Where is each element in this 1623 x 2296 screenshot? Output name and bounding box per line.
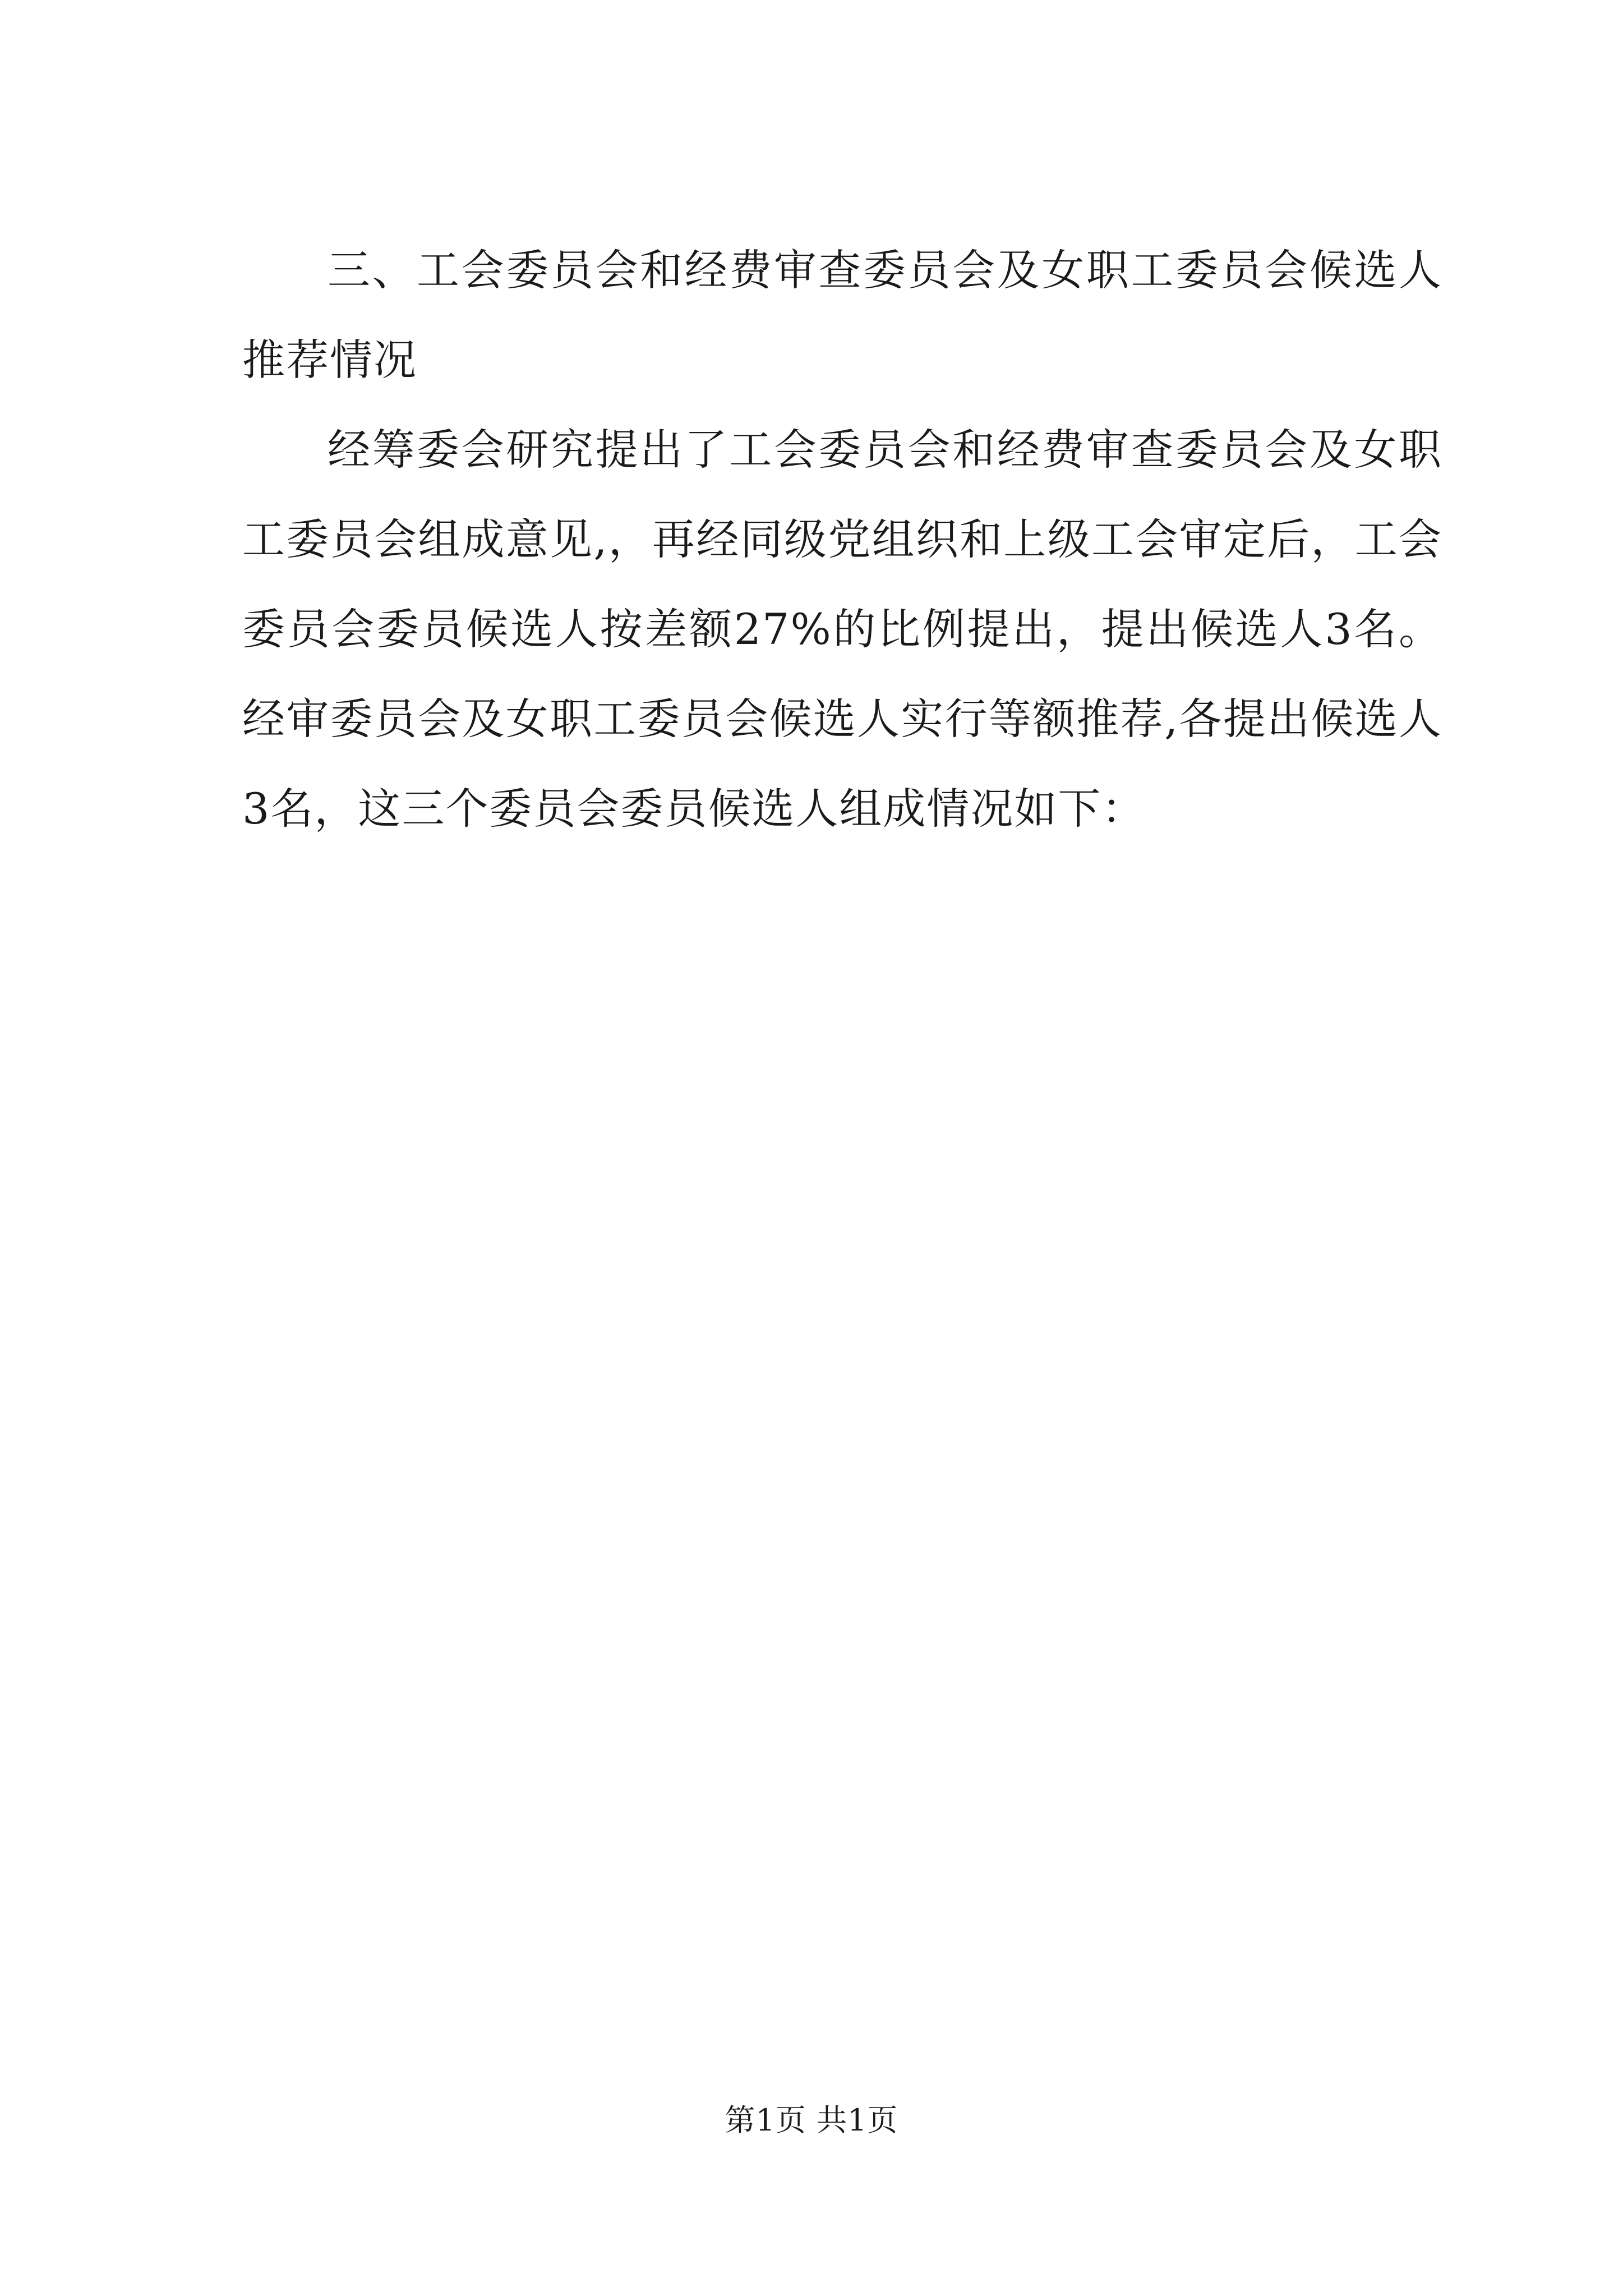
body-paragraph: 经筹委会研究提出了工会委员会和经费审查委员会及女职工委员会组成意见,，再经同级党组织和上级工会审定后，工会委员会委员候选人按差额27%的比例提出，提出候选人3名。经审委员会及女职工委员会候选人实行等额推荐,各提出候选人3名，这三个委员会委员候选人组成情况如下： (242, 425, 1442, 834)
section-heading: 三、工会委员会和经费审查委员会及女职工委员会候选人推荐情况 (242, 245, 1442, 385)
page-footer: 第1页 共1页 (725, 2102, 898, 2138)
document-body (242, 226, 1442, 854)
